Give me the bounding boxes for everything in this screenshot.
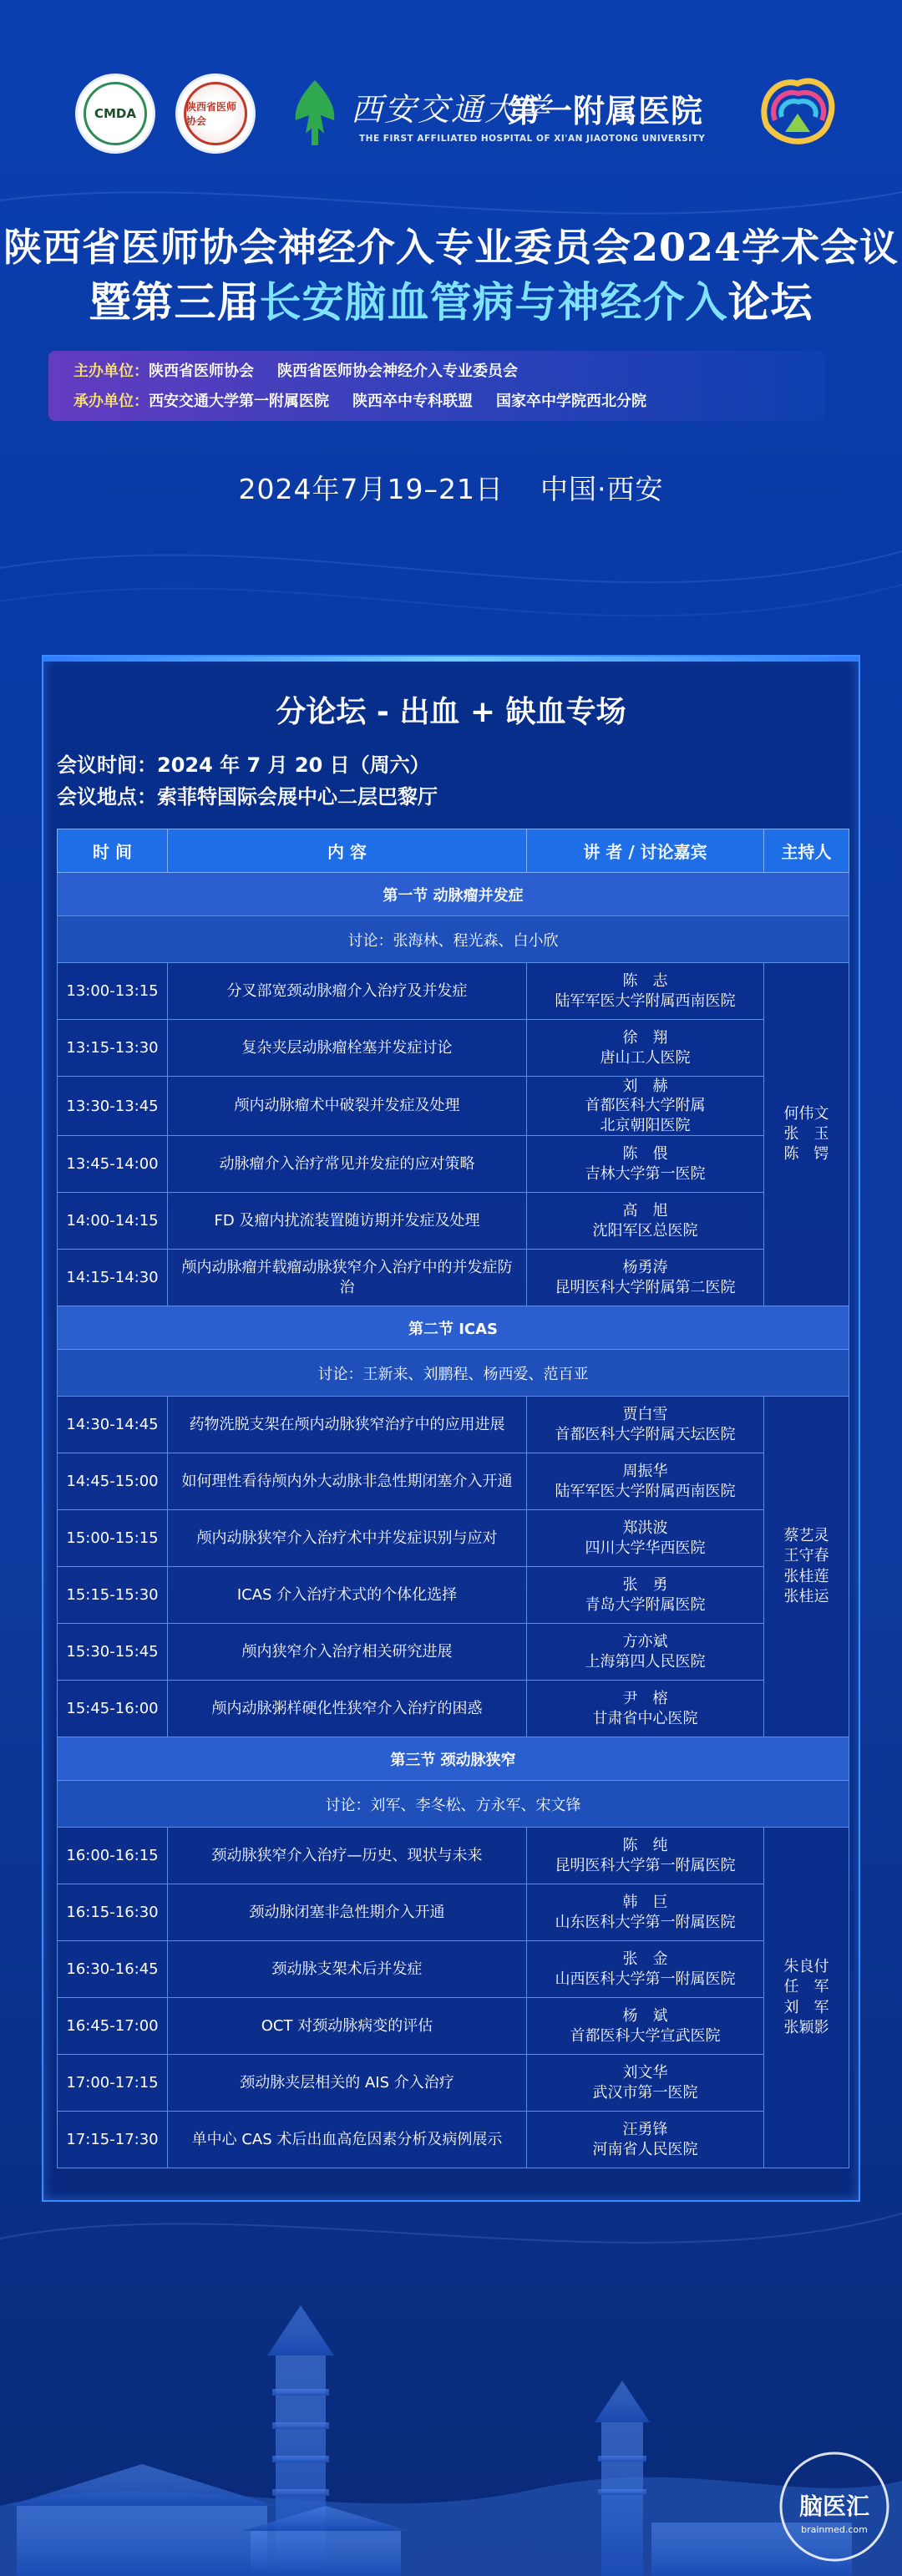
table-row [58, 1510, 849, 1567]
speaker-line: 昆明医科大学附属第二医院 [555, 1278, 736, 1296]
session-topic: 复杂夹层动脉瘤栓塞并发症讨论 [168, 1020, 527, 1077]
cmda-logo [75, 74, 155, 154]
table-row [58, 1077, 849, 1136]
host-name: 王守春 [783, 1547, 829, 1565]
speaker-line: 首都医科大学附属 [585, 1097, 706, 1115]
session-time: 17:15-17:30 [58, 2112, 168, 2168]
session-time: 15:00-15:15 [58, 1510, 168, 1567]
section-title: 第一节 动脉瘤并发症 [58, 873, 849, 916]
hospital-script-name: 西安交通大学 [351, 91, 552, 128]
host-name: 张 玉 [783, 1124, 829, 1143]
session-speaker [527, 1397, 764, 1453]
speaker-line: 上海第四人民医院 [585, 1652, 706, 1671]
session-topic: FD 及瘤内扰流装置随访期并发症及处理 [168, 1193, 527, 1250]
session-topic: 颅内动脉瘤并载瘤动脉狭窄介入治疗中的并发症防治 [168, 1250, 527, 1306]
speaker-line: 杨 斌 [622, 2007, 668, 2026]
meeting-time-value: 2024 年 7 月 20 日（周六） [157, 753, 430, 777]
session-topic: 颈动脉狭窄介入治疗—历史、现状与未来 [168, 1828, 527, 1884]
brand-url: brainmed.com [801, 2524, 868, 2535]
conference-title-line2 [0, 269, 902, 329]
session-speaker [527, 1136, 764, 1193]
table-row [58, 2055, 849, 2112]
table-row [58, 1681, 849, 1737]
speaker-line: 张 勇 [622, 1576, 668, 1595]
session-speaker [527, 2055, 764, 2112]
session-time: 16:45-17:00 [58, 1998, 168, 2055]
meeting-time [57, 748, 430, 778]
session-topic: 颈动脉支架术后并发症 [168, 1941, 527, 1998]
table-header-row [58, 829, 849, 873]
session-time: 14:45-15:00 [58, 1453, 168, 1510]
organizers-bar [48, 351, 825, 421]
host-name: 陈 锷 [783, 1145, 829, 1164]
session-topic: 颅内动脉瘤术中破裂并发症及处理 [168, 1077, 527, 1136]
session-topic: 颈动脉夹层相关的 AIS 介入治疗 [168, 2055, 527, 2112]
header-speaker: 讲 者 / 讨论嘉宾 [527, 829, 764, 873]
session-time: 13:00-13:15 [58, 963, 168, 1020]
speaker-line: 陈 纯 [622, 1837, 668, 1855]
speaker-line: 四川大学华西医院 [585, 1539, 706, 1557]
host-name: 何伟文 [783, 1104, 829, 1123]
brainmed-brand-logo [777, 2449, 892, 2564]
host-label: 主办单位： [73, 363, 149, 380]
speaker-line: 首都医科大学附属天坛医院 [555, 1425, 736, 1443]
session-speaker [527, 963, 764, 1020]
city-skyline-decoration [0, 2255, 902, 2576]
session-topic: ICAS 介入治疗术式的个体化选择 [168, 1567, 527, 1624]
session-topic: 颅内狭窄介入治疗相关研究进展 [168, 1624, 527, 1681]
session-time: 14:30-14:45 [58, 1397, 168, 1453]
section-row [58, 1306, 849, 1350]
discussion-panelists: 讨论：王新来、刘鹏程、杨西爱、范百亚 [58, 1350, 849, 1397]
speaker-line: 张 金 [622, 1950, 668, 1969]
meeting-place-value: 索菲特国际会展中心二层巴黎厅 [157, 785, 438, 809]
session-time: 14:00-14:15 [58, 1193, 168, 1250]
speaker-line: 武汉市第一医院 [592, 2083, 698, 2102]
section-title: 第三节 颈动脉狭窄 [58, 1737, 849, 1781]
session-speaker [527, 1453, 764, 1510]
session-time: 13:30-13:45 [58, 1077, 168, 1136]
discussion-panelists: 讨论：张海林、程光森、白小欣 [58, 916, 849, 963]
speaker-line: 陆军军医大学附属西南医院 [555, 1482, 736, 1500]
speaker-line: 方亦斌 [622, 1633, 668, 1651]
co-label: 承办单位： [73, 393, 149, 410]
co-organizers [73, 389, 646, 411]
session-speaker [527, 1567, 764, 1624]
title-highlight: 长安脑血管病与神经介入 [259, 277, 728, 327]
speaker-line: 贾白雪 [622, 1406, 668, 1424]
speaker-line: 陈 偎 [622, 1145, 668, 1164]
session-host [764, 963, 849, 1306]
section-row [58, 1737, 849, 1781]
header-content: 内 容 [168, 829, 527, 873]
session-topic: 动脉瘤介入治疗常见并发症的应对策略 [168, 1136, 527, 1193]
speaker-line: 吉林大学第一医院 [585, 1164, 706, 1183]
conference-date: 2024年7月19–21日 [238, 473, 504, 505]
table-row [58, 1250, 849, 1306]
table-row [58, 963, 849, 1020]
host-name: 蔡艺灵 [783, 1527, 829, 1545]
host-name: 朱良付 [783, 1958, 829, 1976]
session-topic: 单中心 CAS 术后出血高危因素分析及病例展示 [168, 2112, 527, 2168]
speaker-line: 郑洪波 [622, 1519, 668, 1538]
session-time: 15:15-15:30 [58, 1567, 168, 1624]
session-time: 14:15-14:30 [58, 1250, 168, 1306]
speaker-line: 首都医科大学宣武医院 [570, 2026, 721, 2045]
host-name: 张颖影 [783, 2018, 829, 2036]
session-time: 16:15-16:30 [58, 1884, 168, 1941]
session-speaker [527, 1681, 764, 1737]
table-row [58, 1136, 849, 1193]
host-org-2: 陕西省医师协会神经介入专业委员会 [277, 363, 518, 380]
header-host: 主持人 [764, 829, 849, 873]
hospital-tree-logo-icon [284, 75, 346, 150]
discussion-panelists: 讨论：刘军、李冬松、方永军、宋文锋 [58, 1781, 849, 1828]
conference-place: 中国·西安 [540, 473, 664, 505]
speaker-line: 唐山工人医院 [600, 1048, 691, 1067]
session-time: 15:30-15:45 [58, 1624, 168, 1681]
session-topic: OCT 对颈动脉病变的评估 [168, 1998, 527, 2055]
speaker-line: 河南省人民医院 [592, 2140, 698, 2158]
session-topic: 颅内动脉粥样硬化性狭窄介入治疗的困惑 [168, 1681, 527, 1737]
session-topic: 药物洗脱支架在颅内动脉狭窄治疗中的应用进展 [168, 1397, 527, 1453]
host-organizers [73, 359, 518, 381]
table-row [58, 1453, 849, 1510]
session-speaker [527, 1998, 764, 2055]
host-name: 任 军 [783, 1978, 829, 1996]
table-row [58, 1828, 849, 1884]
table-row [58, 1624, 849, 1681]
speaker-line: 周振华 [622, 1463, 668, 1481]
discussion-row [58, 916, 849, 963]
session-topic: 如何理性看待颅内外大动脉非急性期闭塞介入开通 [168, 1453, 527, 1510]
brand-name: 脑医汇 [798, 2492, 870, 2520]
session-speaker [527, 1193, 764, 1250]
speaker-line: 韩 巨 [622, 1894, 668, 1912]
host-name: 张桂莲 [783, 1567, 829, 1585]
meeting-time-label: 会议时间： [57, 753, 157, 777]
forum-colorful-logo-icon [752, 67, 844, 157]
speaker-line: 沈阳军区总医院 [592, 1221, 698, 1240]
session-speaker [527, 1077, 764, 1136]
speaker-line: 汪勇锋 [622, 2121, 668, 2139]
speaker-line: 山西医科大学第一附属医院 [555, 1970, 736, 1988]
session-topic: 分叉部宽颈动脉瘤介入治疗及并发症 [168, 963, 527, 1020]
session-speaker [527, 1828, 764, 1884]
session-topic: 颈动脉闭塞非急性期介入开通 [168, 1884, 527, 1941]
table-row [58, 1193, 849, 1250]
session-time: 16:30-16:45 [58, 1941, 168, 1998]
session-time: 15:45-16:00 [58, 1681, 168, 1737]
session-time: 13:15-13:30 [58, 1020, 168, 1077]
cmda-logo-text: CMDA [84, 82, 147, 145]
panel-title: 分论坛 - 出血 + 缺血专场 [276, 695, 626, 729]
co-org-2: 陕西卒中专科联盟 [352, 393, 473, 410]
session-speaker [527, 2112, 764, 2168]
host-name: 张桂运 [783, 1587, 829, 1605]
schedule-body [58, 873, 849, 2168]
hospital-name: 第一附属医院 [508, 93, 704, 129]
speaker-line: 陆军军医大学附属西南医院 [555, 991, 736, 1010]
discussion-row [58, 1781, 849, 1828]
speaker-line: 陈 志 [622, 972, 668, 991]
speaker-line: 北京朝阳医院 [600, 1116, 691, 1134]
co-org-3: 国家卒中学院西北分院 [496, 393, 646, 410]
session-time: 17:00-17:15 [58, 2055, 168, 2112]
table-row [58, 1998, 849, 2055]
speaker-line: 甘肃省中心医院 [592, 1709, 698, 1727]
speaker-line: 杨勇涛 [622, 1259, 668, 1277]
table-row [58, 1884, 849, 1941]
co-org-1: 西安交通大学第一附属医院 [149, 393, 329, 410]
host-org-1: 陕西省医师协会 [149, 363, 254, 380]
section-row [58, 873, 849, 916]
speaker-line: 青岛大学附属医院 [585, 1595, 706, 1614]
speaker-line: 高 旭 [622, 1202, 668, 1220]
hospital-english-name: THE FIRST AFFILIATED HOSPITAL OF XI'AN JIAOTONG UNIVERSITY [359, 134, 706, 144]
table-row [58, 1941, 849, 1998]
host-name: 刘 军 [783, 1998, 829, 2016]
section-title: 第二节 ICAS [58, 1306, 849, 1350]
speaker-line: 尹 榕 [622, 1690, 668, 1708]
session-host [764, 1397, 849, 1737]
session-speaker [527, 1884, 764, 1941]
session-speaker [527, 1250, 764, 1306]
header-time: 时 间 [58, 829, 168, 873]
table-row [58, 1020, 849, 1077]
panel-top-bar [43, 657, 859, 662]
table-row [58, 1567, 849, 1624]
association-logo-text: 陕西省医师协会 [184, 82, 247, 145]
shaanxi-physician-association-logo [175, 74, 256, 154]
session-speaker [527, 1510, 764, 1567]
session-topic: 颅内动脉狭窄介入治疗术中并发症识别与应对 [168, 1510, 527, 1567]
session-host [764, 1828, 849, 2168]
meeting-place-label: 会议地点： [57, 785, 157, 809]
session-time: 16:00-16:15 [58, 1828, 168, 1884]
header-logos [75, 67, 844, 159]
table-row [58, 2112, 849, 2168]
speaker-line: 山东医科大学第一附属医院 [555, 1913, 736, 1931]
date-place [0, 468, 902, 507]
speaker-line: 刘 赫 [622, 1078, 668, 1095]
table-row [58, 1397, 849, 1453]
schedule-panel [42, 655, 860, 2202]
speaker-line: 昆明医科大学第一附属医院 [555, 1856, 736, 1874]
session-speaker [527, 1624, 764, 1681]
discussion-row [58, 1350, 849, 1397]
meeting-place [57, 780, 438, 809]
title-suffix: 论坛 [727, 277, 813, 327]
session-speaker [527, 1020, 764, 1077]
session-speaker [527, 1941, 764, 1998]
speaker-line: 刘文华 [622, 2064, 668, 2082]
title-prefix: 暨第三届 [89, 277, 260, 327]
schedule-table [57, 829, 849, 2168]
speaker-line: 徐 翔 [622, 1029, 668, 1047]
conference-title-line1: 陕西省医师协会神经介入专业委员会2024学术会议 [3, 225, 899, 270]
session-time: 13:45-14:00 [58, 1136, 168, 1193]
